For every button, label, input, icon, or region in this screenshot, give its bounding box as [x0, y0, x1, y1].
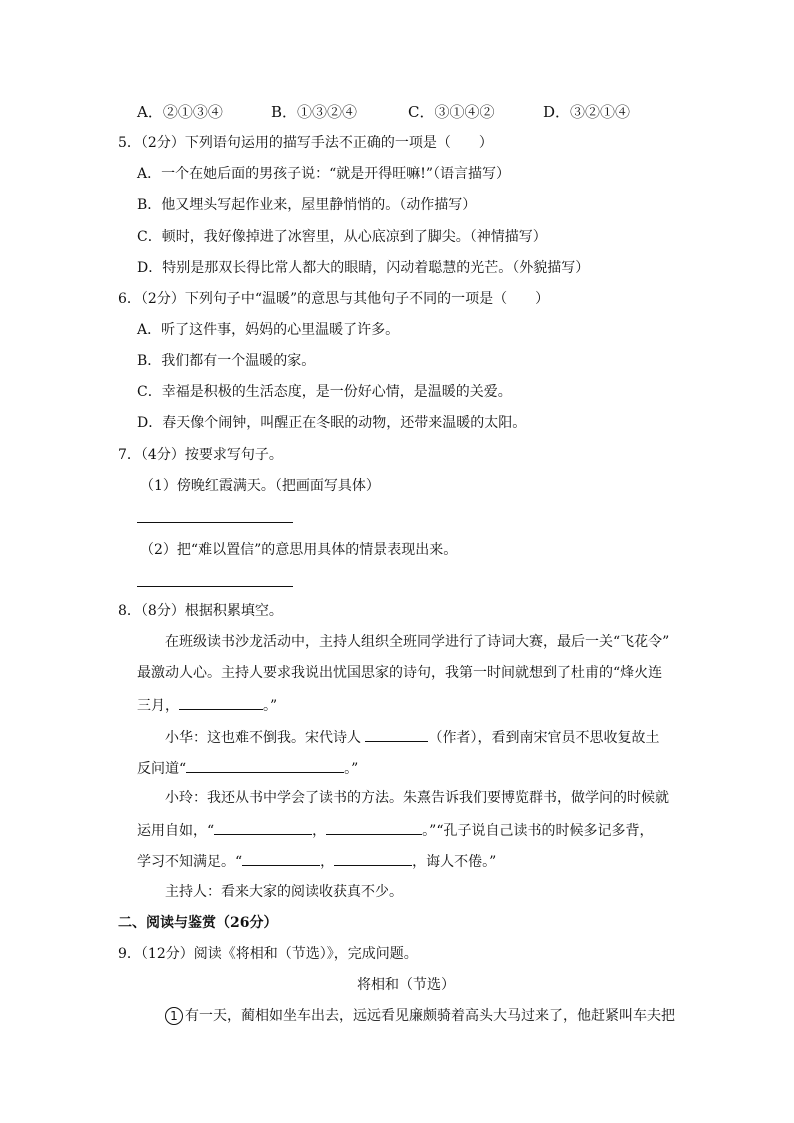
q5-option-a: A．一个在她后面的男孩子说：“就是开得旺嘛!”（语言描写） [137, 166, 511, 182]
blank-fill[interactable] [365, 726, 428, 742]
text-segment: 。”“孔子说自己读书的时候多记多背， [422, 823, 654, 839]
option-b: B．①③②④ [271, 103, 358, 121]
q6-option-a: A．听了这件事，妈妈的心里温暖了许多。 [137, 322, 400, 338]
text-segment: ，诲人不倦。” [412, 854, 497, 870]
blank-fill[interactable] [179, 694, 263, 710]
blank-fill[interactable] [186, 757, 344, 773]
q5-stem: 5．（2分）下列语句运用的描写手法不正确的一项是（ ） [118, 135, 493, 151]
q8-stem: 8．（8分）根据积累填空。 [118, 603, 283, 619]
q7-sub1: （1）傍晚红霞满天。（把画面写具体） [140, 478, 380, 494]
option-c: C．③①④② [408, 103, 495, 121]
q9-stem: 9．（12分）阅读《将相和（节选）》，完成问题。 [118, 946, 418, 962]
blank-fill[interactable] [242, 850, 320, 866]
q8-para3-line1: 小玲：我还从书中学会了读书的方法。朱熹告诉我们要博览群书，做学问的时候就 [165, 790, 669, 806]
q4-options [137, 102, 630, 122]
passage-para1 [165, 1006, 675, 1026]
q7-sub2: （2）把“难以置信”的意思用具体的情景表现出来。 [140, 542, 458, 558]
q5-option-b: B．他又埋头写起作业来，屋里静悄悄的。（动作描写） [137, 197, 477, 213]
paragraph-number-icon: 1 [165, 1007, 183, 1025]
q8-para1-line1: 在班级读书沙龙活动中，主持人组织全班同学进行了诗词大赛，最后一关“飞花令” [165, 634, 670, 650]
blank-fill[interactable] [214, 819, 312, 835]
q7-stem: 7．（4分）按要求写句子。 [118, 447, 283, 463]
q8-para4: 主持人：看来大家的阅读收获真不少。 [165, 884, 403, 900]
q6-option-c: C．幸福是积极的生活态度，是一份好心情，是温暖的关爱。 [137, 384, 512, 400]
option-d: D．③②①④ [543, 103, 631, 121]
text-segment: 学习不知满足。“ [137, 854, 243, 870]
q8-para3-line2 [137, 819, 654, 841]
text-segment: ， [312, 823, 327, 839]
q6-option-d: D．春天像个闹钟，叫醒正在冬眠的动物，还带来温暖的太阳。 [137, 415, 527, 431]
text-segment: 小华：这也难不倒我。宋代诗人 [165, 730, 366, 746]
blank-fill[interactable] [326, 819, 422, 835]
q8-para2-line1 [165, 726, 659, 748]
text-segment: ， [320, 854, 335, 870]
passage-title: 将相和（节选） [357, 977, 455, 993]
q8-para1-line3 [137, 694, 277, 716]
q8-para2-line2 [137, 757, 358, 779]
text-segment: 。” [263, 698, 278, 714]
text-segment: 有一天，蔺相如坐车出去，远远看见廉颇骑着高头大马过来了，他赶紧叫车夫把 [185, 1008, 675, 1024]
text-segment: 反问道“ [137, 761, 187, 777]
blank-fill[interactable] [334, 850, 412, 866]
text-segment: 。” [344, 761, 359, 777]
text-segment: 运用自如，“ [137, 823, 215, 839]
q6-option-b: B．我们都有一个温暖的家。 [137, 353, 316, 369]
q5-option-d: D．特别是那双长得比常人都大的眼睛，闪动着聪慧的光芒。（外貌描写） [137, 260, 590, 276]
answer-line-1[interactable] [137, 522, 293, 523]
answer-line-2[interactable] [137, 586, 293, 587]
text-segment: 三月， [137, 698, 179, 714]
q8-para3-line3 [137, 850, 496, 872]
text-segment: （作者），看到南宋官员不思收复故土 [428, 730, 660, 746]
section-heading: 二、阅读与鉴赏（26分） [118, 915, 278, 931]
q8-para1-line2: 最激动人心。主持人要求我说出忧国思家的诗句，我第一时间就想到了杜甫的“烽火连 [137, 665, 663, 681]
option-a: A．②①③④ [137, 103, 223, 121]
q6-stem: 6．（2分）下列句子中“温暖”的意思与其他句子不同的一项是（ ） [118, 291, 550, 307]
q5-option-c: C．顿时，我好像掉进了冰窖里，从心底凉到了脚尖。（神情描写） [137, 229, 547, 245]
